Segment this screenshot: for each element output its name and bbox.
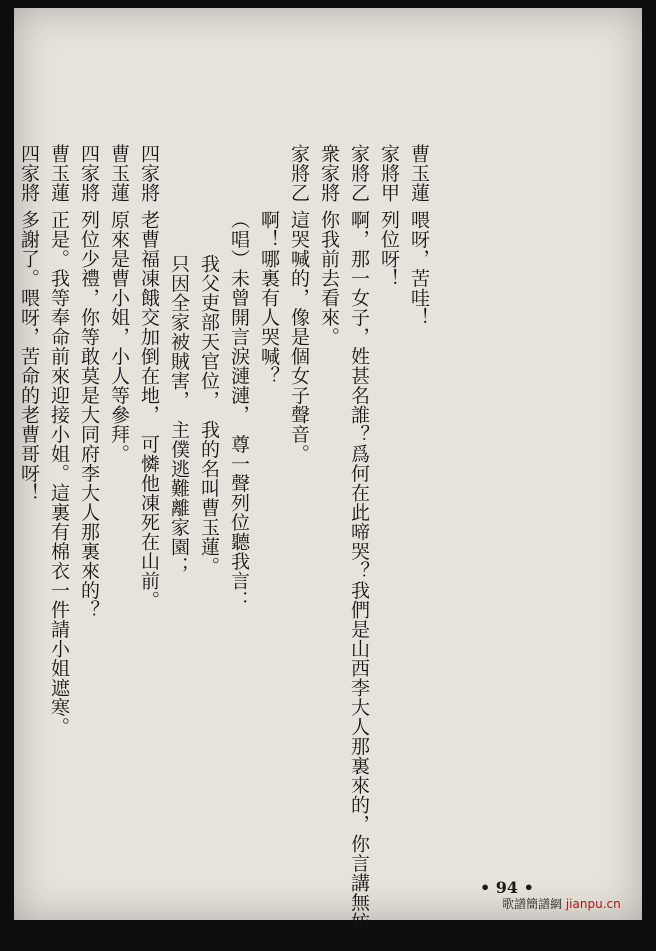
script-column-6 [258,210,280,386]
script-column-7 [228,210,250,610]
dialogue-line: 啊！哪裏有人哭喊？ [258,210,280,386]
dialogue-line: 啊，那一女子，姓甚名誰？爲何在此啼哭？我們是山西李大人那裏來的，你言講無妨。 [348,210,370,951]
dialogue-line: 多謝了。喂呀，苦命的老曹哥呀！ [18,210,40,503]
dialogue-line: 你我前去看來。 [318,210,340,347]
song-line: 我父吏部天官位， 我的名叫曹玉蓮。 [198,254,220,576]
dialogue-line: 正是。我等奉命前來迎接小姐。這裏有棉衣一件請小姐遮寒。 [48,210,70,737]
song-line: 只因全家被賊害， 主僕逃難離家園； [168,254,190,576]
speaker-name: 曹玉蓮 [48,144,70,203]
dialogue-line: 列位少禮，你等敢莫是大同府李大人那裏來的？ [78,210,100,620]
speaker-name: 四家將 [18,144,40,203]
script-column-1 [408,144,430,327]
dialogue-line: 喂呀，苦哇！ [408,210,430,327]
script-column-8 [198,254,220,576]
script-column-12 [78,144,100,620]
script-column-11 [108,144,130,464]
dialogue-line: 這哭喊的，像是個女子聲音。 [288,210,310,464]
script-column-4 [318,144,340,347]
script-column-10 [138,144,160,610]
watermark-url: jianpu.cn [565,897,621,911]
site-watermark [502,895,621,912]
script-column-3 [348,144,370,951]
song-line: （唱）未曾開言淚漣漣， 尊一聲列位聽我言： [228,210,250,610]
speaker-name: 四家將 [138,144,160,203]
watermark-site-name: 歌譜簡譜網 [502,897,563,911]
speaker-name: 曹玉蓮 [108,144,130,203]
speaker-name: 衆家將 [318,144,340,203]
page-number: • 94 • [480,878,534,897]
speaker-name: 家將乙 [348,144,370,203]
speaker-name: 四家將 [78,144,100,203]
dialogue-line: 原來是曹小姐，小人等參拜。 [108,210,130,464]
book-page [14,8,642,951]
script-column-9 [168,254,190,576]
speaker-name: 曹玉蓮 [408,144,430,203]
speaker-name: 家將甲 [378,144,400,203]
script-column-13 [48,144,70,737]
script-column-5 [288,144,310,464]
script-column-14 [18,144,40,503]
speaker-name: 家將乙 [288,144,310,203]
script-column-2 [378,144,400,288]
song-line: 老曹福凍餓交加倒在地， 可憐他凍死在山前。 [138,210,160,610]
dialogue-line: 列位呀！ [378,210,400,288]
